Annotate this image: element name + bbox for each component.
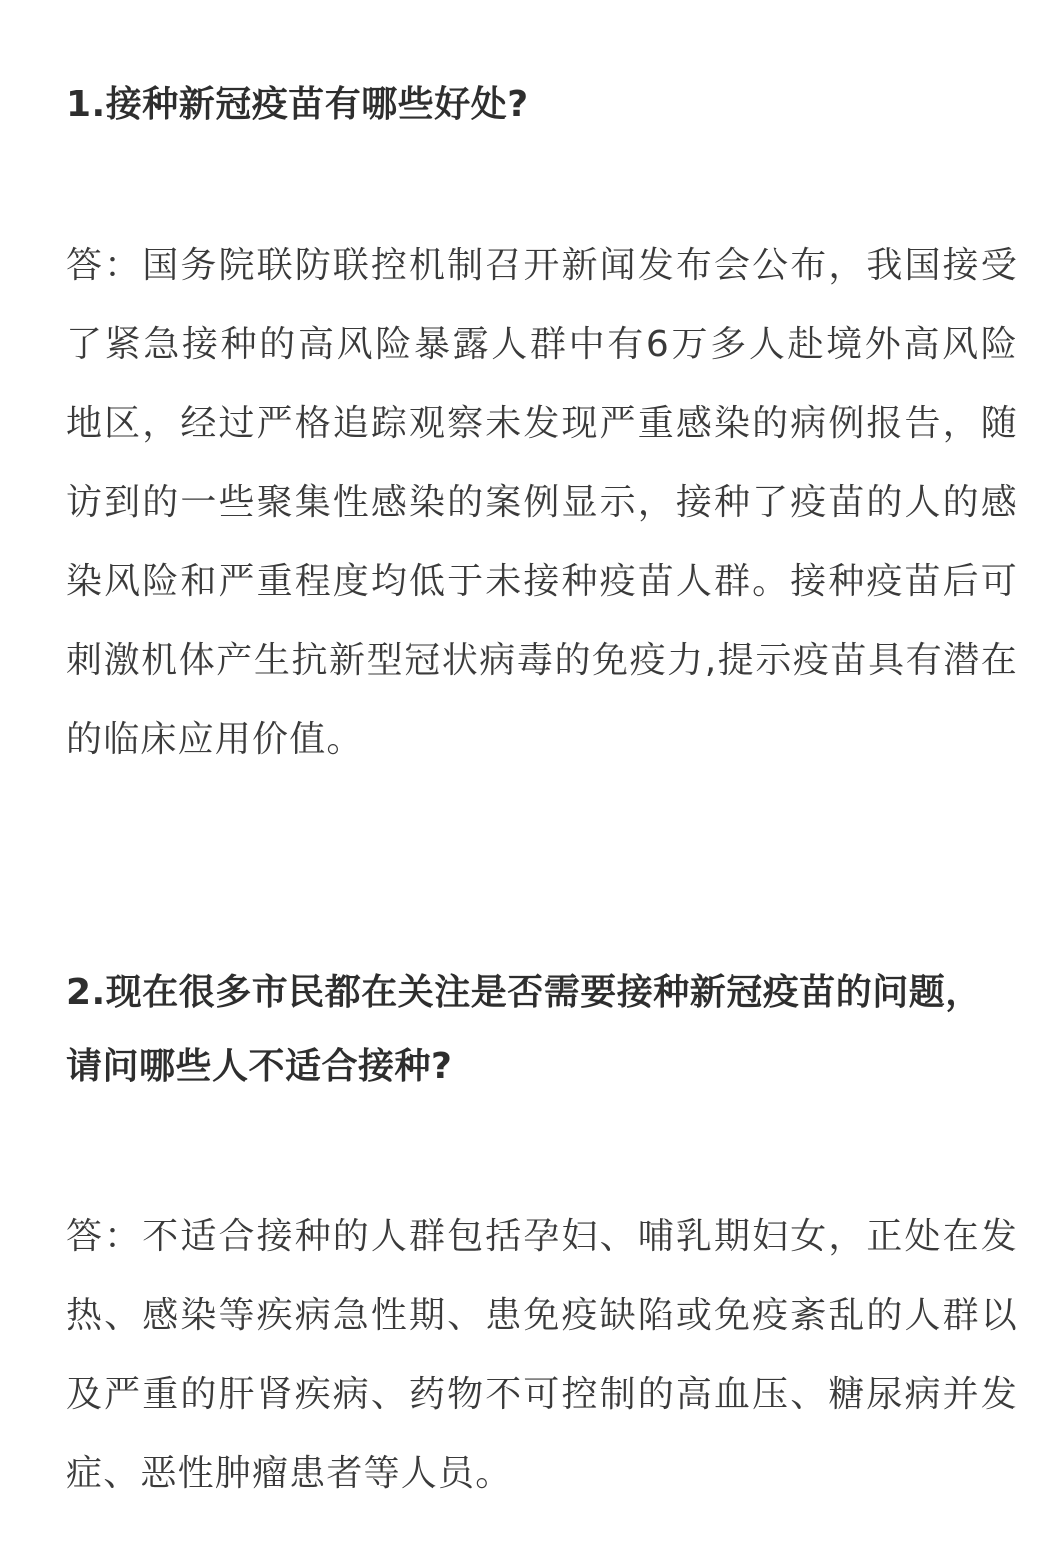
- question-heading-1: 1.接种新冠疫苗有哪些好处?: [66, 84, 529, 125]
- answer-paragraph-1: 答：国务院联防联控机制召开新闻发布会公布，我国接受了紧急接种的高风险暴露人群中有6万多人赴境外高风险地区，经过严格追踪观察未发现严重感染的病例报告，随访到的一些聚集性感染的案例显示，接种了疫苗的人的感染风险和严重程度均低于未接种疫苗人群。接种疫苗后可刺激机体产生抗新型冠状病毒的免疫力,提示疫苗具有潜在的临床应用价值。: [66, 245, 1018, 760]
- question-heading-2: 2.现在很多市民都在关注是否需要接种新冠疫苗的问题，请问哪些人不适合接种?: [66, 972, 982, 1087]
- answer-paragraph-2: 答：不适合接种的人群包括孕妇、哺乳期妇女，正处在发热、感染等疾病急性期、患免疫缺陷或免疫紊乱的人群以及严重的肝肾疾病、药物不可控制的高血压、糖尿病并发症、恶性肿瘤患者等人员。: [66, 1216, 1018, 1494]
